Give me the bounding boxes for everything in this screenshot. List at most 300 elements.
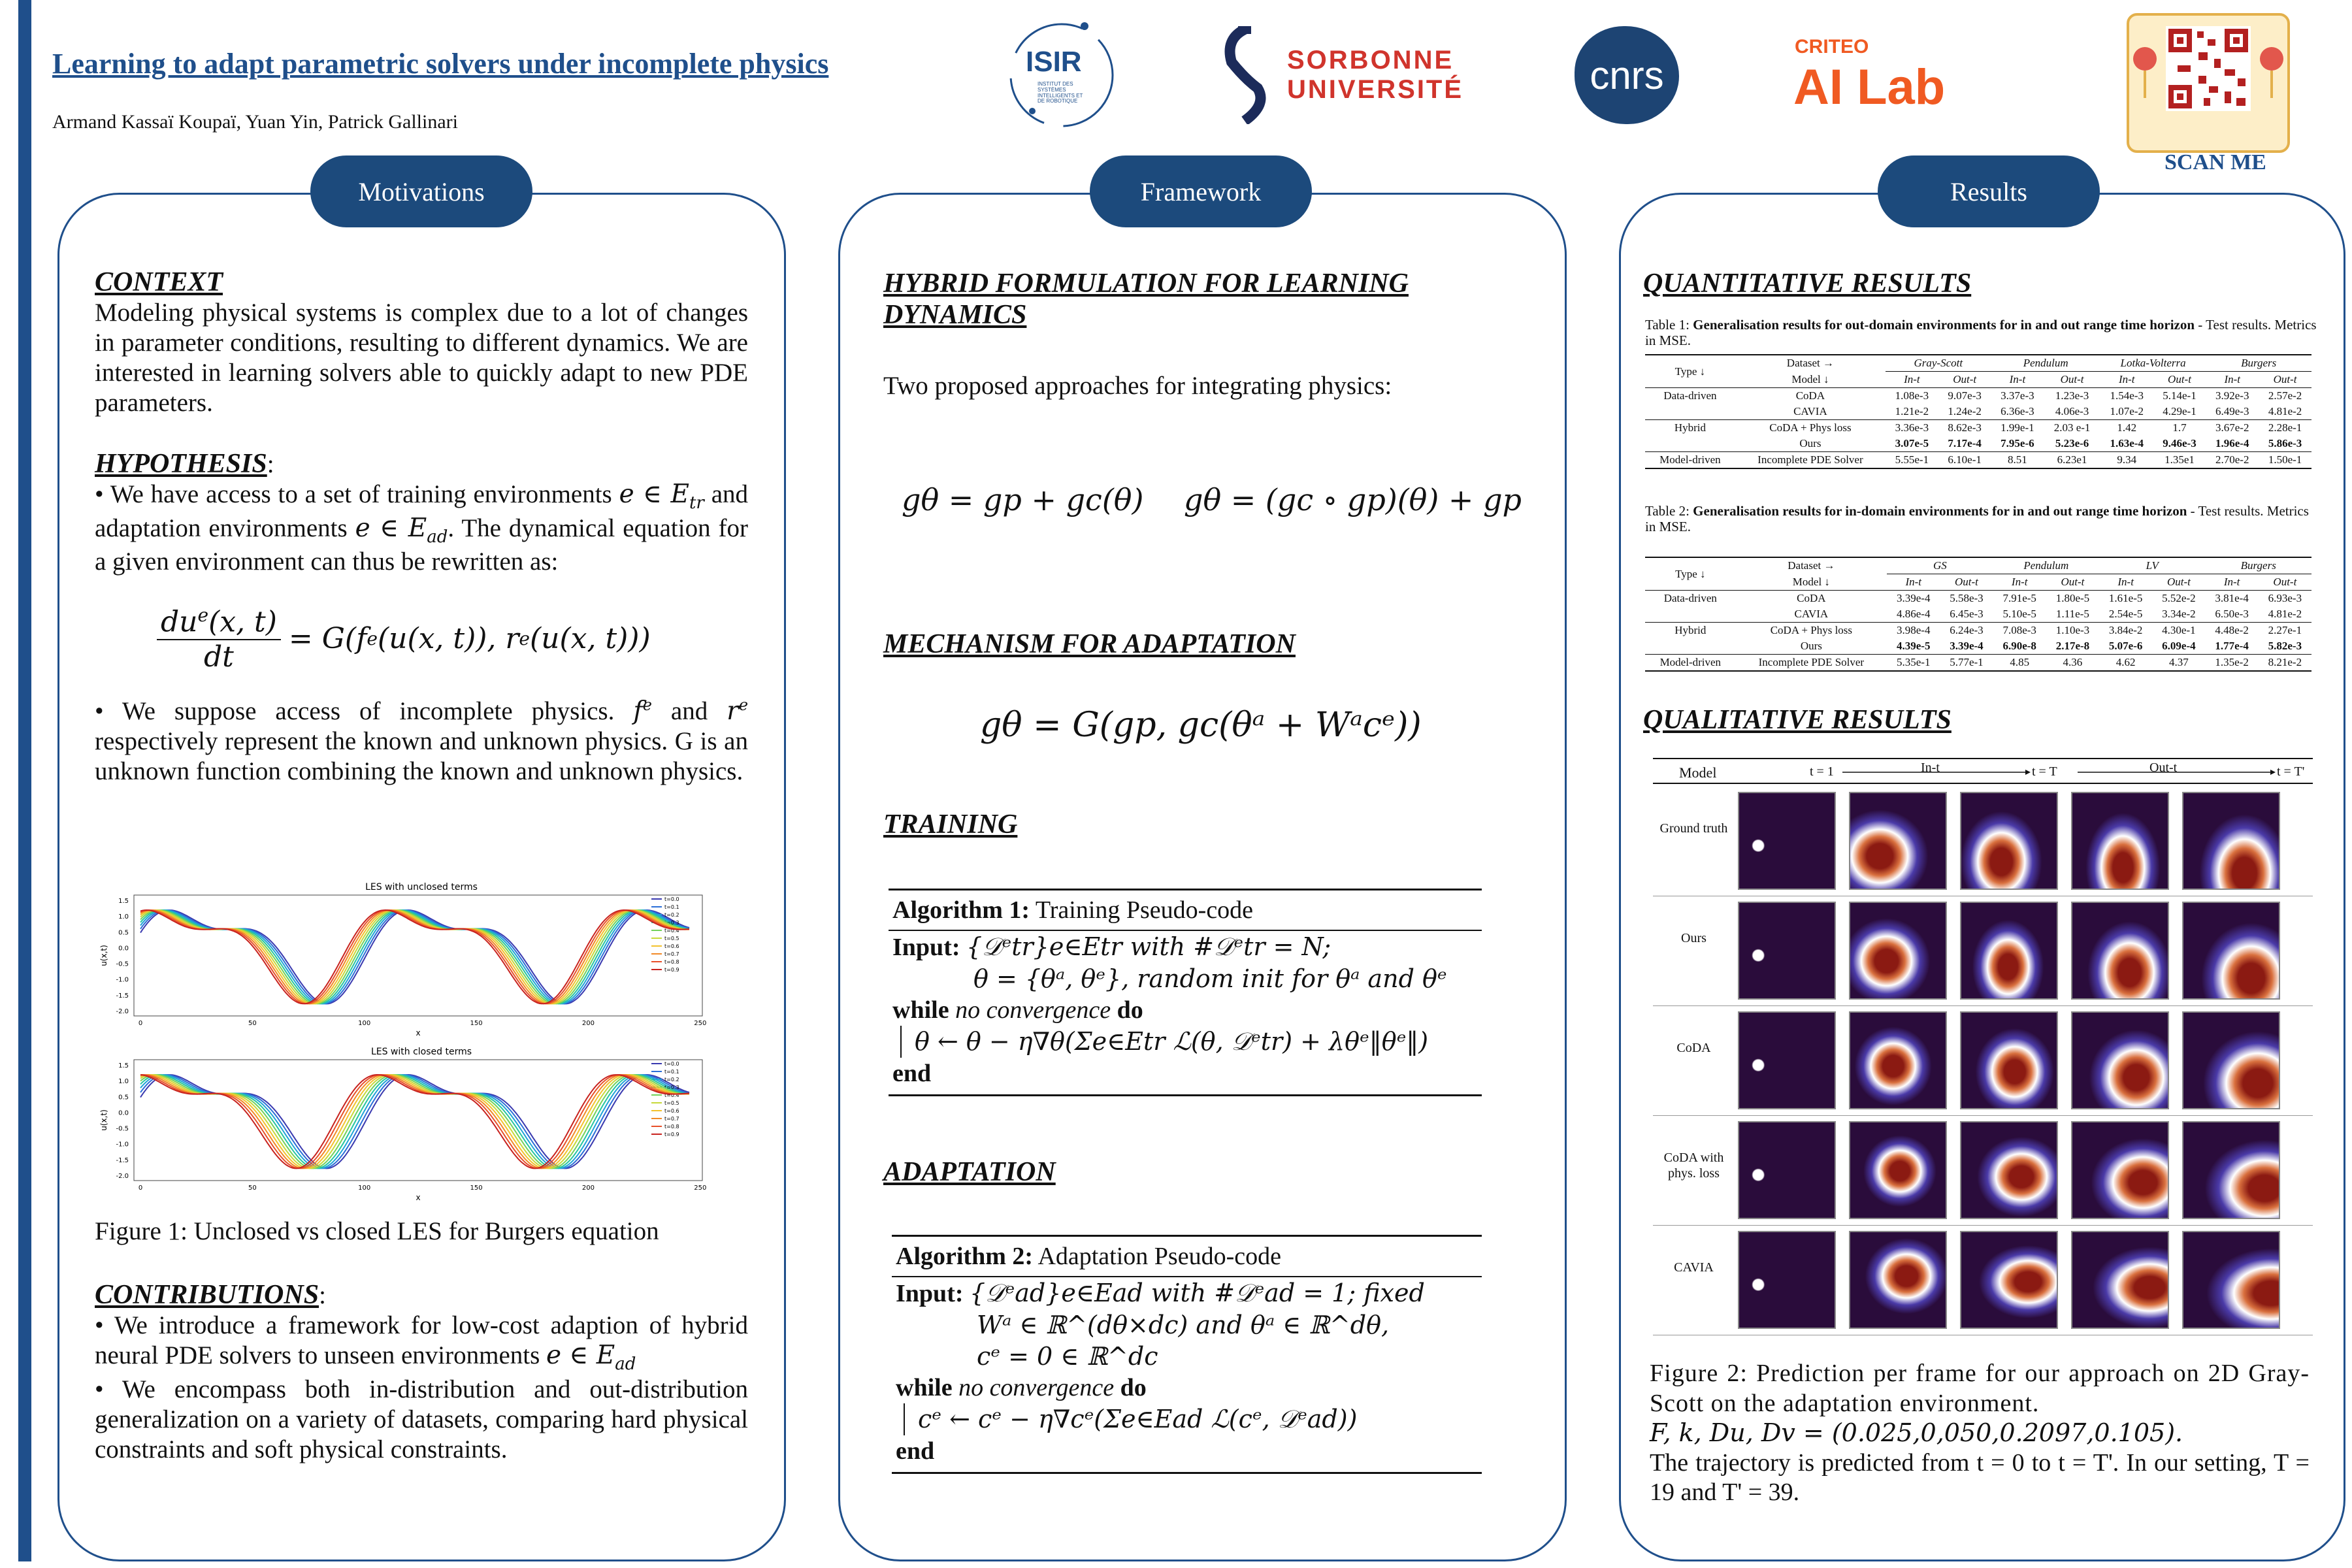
qual-frame-cell bbox=[1738, 792, 1836, 890]
table-1-grid bbox=[1645, 354, 2311, 469]
motivations-content bbox=[95, 267, 748, 787]
th-dataset: Dataset → bbox=[1788, 559, 1835, 572]
row-value: 3.98e-4 bbox=[1896, 624, 1931, 636]
row-model: Ours bbox=[1800, 640, 1822, 652]
row-value: 1.23e-3 bbox=[2055, 389, 2089, 402]
row-value: 2.27e-1 bbox=[2268, 624, 2302, 636]
algo1-while: while bbox=[892, 996, 949, 1024]
row-value: 3.37e-3 bbox=[2001, 389, 2034, 402]
th-dataset-name: LV bbox=[2099, 557, 2205, 574]
row-value: 6.24e-3 bbox=[1950, 624, 1984, 636]
row-value: 4.81e-2 bbox=[2268, 405, 2302, 417]
th-out: Out-t bbox=[1953, 373, 1977, 385]
les-legend-label: t=0.8 bbox=[664, 1124, 679, 1130]
les-legend-label: t=0.7 bbox=[664, 951, 679, 957]
training-heading: TRAINING bbox=[883, 809, 1018, 840]
row-value: 1.07e-2 bbox=[2110, 405, 2144, 417]
hyp-p2a: • We suppose access of incomplete physics. bbox=[95, 696, 615, 725]
les-legend-label: t=0.2 bbox=[664, 912, 679, 918]
row-type: Hybrid bbox=[1674, 624, 1707, 636]
row-value: 6.93e-3 bbox=[2268, 592, 2302, 604]
hyp-p2r: r bbox=[727, 696, 739, 726]
les-xtick: 150 bbox=[470, 1184, 483, 1192]
qual-frame-cell bbox=[2182, 1121, 2280, 1219]
row-value: 1.80e-5 bbox=[2055, 592, 2090, 604]
row-value: 6.23e1 bbox=[2057, 453, 2087, 466]
table-row bbox=[1645, 638, 2311, 655]
hyp-p2r-sup: e bbox=[738, 695, 749, 714]
th-out: Out-t bbox=[1955, 576, 1978, 588]
les-xtick: 250 bbox=[694, 1184, 707, 1192]
row-value: 7.17e-4 bbox=[1948, 437, 1982, 449]
qual-head-tT2: t = T' bbox=[2277, 764, 2305, 779]
row-type: Data-driven bbox=[1663, 389, 1717, 402]
row-value: 7.91e-5 bbox=[2002, 592, 2036, 604]
sorbonne-text-2: UNIVERSITÉ bbox=[1287, 75, 1464, 104]
row-model: CAVIA bbox=[1793, 405, 1827, 417]
qual-frame-cell bbox=[1960, 1121, 2058, 1219]
les-legend-label: t=0.5 bbox=[664, 1100, 679, 1106]
hybrid-paragraph: Two proposed approaches for integrating physics: bbox=[883, 372, 1392, 400]
les-ytick: 1.5 bbox=[118, 1062, 129, 1070]
contrib-p1-math: e ∈ E bbox=[546, 1341, 615, 1371]
table-row bbox=[1645, 606, 2311, 623]
qual-frame-cell bbox=[1849, 1011, 1947, 1109]
qualitative-heading: QUALITATIVE RESULTS bbox=[1643, 705, 1952, 735]
row-value: 5.23e-6 bbox=[2055, 437, 2089, 449]
th-in: In-t bbox=[2011, 576, 2028, 588]
row-value: 1.63e-4 bbox=[2110, 437, 2144, 449]
th-dataset-name: Burgers bbox=[2206, 355, 2311, 372]
table-1-caption bbox=[1645, 317, 2318, 348]
row-value: 9.07e-3 bbox=[1948, 389, 1982, 402]
hyp-p1d-sub: ad bbox=[427, 527, 448, 547]
scan-me-label: SCAN ME bbox=[2164, 150, 2266, 174]
qual-frame-cell bbox=[2071, 792, 2169, 890]
qual-frame-cell bbox=[1960, 1011, 2058, 1109]
row-value: 2.03 e-1 bbox=[2053, 421, 2091, 434]
t1-cap-c: - Test results. Metrics in MSE. bbox=[1645, 317, 2317, 349]
les-xtick: 0 bbox=[138, 1184, 143, 1192]
qual-frame-cell bbox=[1849, 902, 1947, 1000]
row-type: Hybrid bbox=[1674, 421, 1706, 434]
les-legend-label: t=0.0 bbox=[664, 896, 679, 902]
th-dataset-name: Burgers bbox=[2206, 557, 2311, 574]
row-type bbox=[1645, 638, 1736, 655]
qual-head-model: Model bbox=[1679, 764, 1717, 781]
qual-row-label: Ground truth bbox=[1659, 821, 1728, 836]
row-value: 1.10e-3 bbox=[2055, 624, 2090, 636]
th-in: In-t bbox=[2224, 373, 2241, 385]
row-value: 9.46e-3 bbox=[2163, 437, 2197, 449]
contrib-p1-sub: ad bbox=[615, 1354, 636, 1374]
th-out: Out-t bbox=[2060, 373, 2084, 385]
isir-logo bbox=[1006, 20, 1117, 131]
fig2-cap-a: Figure 2: Prediction per frame for our approach on 2D Gray-Scott on the adaptation environment. bbox=[1650, 1360, 2310, 1417]
row-type: Data-driven bbox=[1663, 592, 1717, 604]
algo2-label: Algorithm 2: bbox=[896, 1243, 1034, 1270]
row-value: 5.55e-1 bbox=[1895, 453, 1929, 466]
row-type bbox=[1645, 436, 1735, 452]
algo2-line-5: cᵉ ← cᵉ − η∇cᵉ(Σe∈Ead ℒ(cᵉ, 𝒟ᵉad)) bbox=[904, 1403, 1482, 1435]
hyp-p1e: . The dynamical equation for a given environment can thus be rewritten as: bbox=[95, 514, 748, 576]
les-ytick: -0.5 bbox=[116, 1125, 129, 1133]
cnrs-text: cnrs bbox=[1590, 53, 1664, 97]
fig2-cap-c: The trajectory is predicted from t = 0 to t = T'. In our setting, T = 19 and T' = 39. bbox=[1650, 1448, 2310, 1507]
les-ytick: 1.0 bbox=[118, 913, 129, 921]
row-value: 1.77e-4 bbox=[2215, 640, 2249, 652]
les-xtick: 0 bbox=[138, 1020, 143, 1027]
row-value: 3.07e-5 bbox=[1895, 437, 1929, 449]
hypothesis-heading: HYPOTHESIS bbox=[95, 449, 267, 480]
row-model: CAVIA bbox=[1794, 608, 1829, 620]
row-value: 5.86e-3 bbox=[2268, 437, 2302, 449]
hybrid-heading: HYBRID FORMULATION FOR LEARNING DYNAMICS bbox=[883, 269, 1409, 330]
les-ytick: 0.0 bbox=[118, 945, 129, 953]
hypothesis-para-2 bbox=[95, 696, 748, 787]
row-value: 1.54e-3 bbox=[2110, 389, 2144, 402]
isir-subtitle: INSTITUT DES SYSTÈMES INTELLIGENTS ET DE ROBOTIQUE bbox=[1037, 81, 1083, 105]
les-legend-label: t=0.4 bbox=[664, 928, 679, 934]
th-type: Type ↓ bbox=[1645, 355, 1735, 388]
ailab-text: AI Lab bbox=[1793, 59, 1946, 115]
les-xtick: 100 bbox=[358, 1184, 371, 1192]
row-value: 7.08e-3 bbox=[2002, 624, 2036, 636]
th-in: In-t bbox=[2117, 576, 2134, 588]
row-value: 3.39e-4 bbox=[1896, 592, 1931, 604]
row-model: CoDA bbox=[1797, 592, 1826, 604]
hypothesis-para-1 bbox=[95, 480, 748, 577]
dynamics-equation bbox=[157, 604, 748, 674]
algo1-title: Training Pseudo-code bbox=[1035, 896, 1254, 924]
les-legend-label: t=0.9 bbox=[664, 967, 679, 973]
table-row bbox=[1645, 388, 2311, 404]
th-model: Model ↓ bbox=[1792, 575, 1830, 588]
les-legend-label: t=0.0 bbox=[664, 1061, 679, 1067]
th-out: Out-t bbox=[2273, 373, 2297, 385]
row-type: Model-driven bbox=[1659, 656, 1722, 668]
les-ytick: -1.0 bbox=[116, 1141, 129, 1149]
row-value: 6.50e-3 bbox=[2215, 608, 2249, 620]
row-value: 5.82e-3 bbox=[2268, 640, 2302, 652]
qual-row bbox=[1653, 1117, 2313, 1226]
qual-row-label: CoDA with phys. loss bbox=[1663, 1151, 1724, 1181]
th-in: In-t bbox=[1904, 373, 1920, 385]
t2-cap-b: Generalisation results for in-domain environments for in and out range time horizon bbox=[1693, 503, 2187, 519]
hyp-p1d: e ∈ E bbox=[355, 513, 427, 543]
row-value: 5.58e-3 bbox=[1950, 592, 1984, 604]
row-value: 2.54e-5 bbox=[2108, 608, 2143, 620]
hyp-p2f: f bbox=[633, 696, 643, 726]
row-value: 1.11e-5 bbox=[2056, 608, 2089, 620]
algo1-line-1: {𝒟ᵉtr}e∈Etr with #𝒟ᵉtr = N; bbox=[966, 932, 1331, 961]
row-model: Incomplete PDE Solver bbox=[1758, 656, 1865, 668]
les-xlabel: x bbox=[416, 1028, 421, 1037]
les-legend-label: t=0.7 bbox=[664, 1116, 679, 1122]
row-value: 3.39e-4 bbox=[1950, 640, 1984, 652]
table-2-grid bbox=[1645, 557, 2311, 672]
eq-num2: (x, t) bbox=[208, 605, 277, 639]
les-legend-label: t=0.4 bbox=[664, 1092, 679, 1098]
row-type bbox=[1645, 404, 1735, 420]
th-in: In-t bbox=[2118, 373, 2135, 385]
algo2-cond: no convergence bbox=[958, 1374, 1115, 1401]
figure-2-caption bbox=[1650, 1359, 2310, 1508]
th-in: In-t bbox=[1905, 576, 1921, 588]
row-model: CoDA + Phys loss bbox=[1770, 624, 1853, 636]
les-xtick: 100 bbox=[358, 1020, 371, 1027]
row-value: 4.37 bbox=[2169, 656, 2189, 668]
hypothesis-colon: : bbox=[267, 450, 274, 479]
row-value: 2.70e-2 bbox=[2215, 453, 2249, 466]
row-value: 8.21e-2 bbox=[2268, 656, 2302, 668]
row-value: 3.84e-2 bbox=[2108, 624, 2143, 636]
les-legend-label: t=0.3 bbox=[664, 920, 679, 926]
hyp-p1a: • We have access to a set of training environments bbox=[95, 480, 612, 509]
row-value: 1.42 bbox=[2117, 421, 2137, 434]
sorbonne-logo bbox=[1218, 26, 1480, 124]
les-ylabel: u(x,t) bbox=[99, 1109, 108, 1131]
equation-adaptation: gθ = G(gp, gc(θᵃ + Wᵃcᵉ)) bbox=[980, 706, 1422, 745]
qual-row-label: Ours bbox=[1681, 931, 1707, 945]
qual-head-out: Out-t bbox=[2149, 760, 2178, 775]
row-value: 8.62e-3 bbox=[1948, 421, 1982, 434]
qual-frame-cell bbox=[2071, 1011, 2169, 1109]
les-plot-title: LES with closed terms bbox=[370, 1047, 472, 1057]
les-xtick: 50 bbox=[248, 1184, 257, 1192]
les-ytick: -2.0 bbox=[116, 1173, 129, 1180]
eq-num: du bbox=[161, 605, 198, 639]
les-legend-label: t=0.9 bbox=[664, 1132, 679, 1137]
row-value: 1.35e-2 bbox=[2215, 656, 2249, 668]
row-value: 1.21e-2 bbox=[1895, 405, 1929, 417]
figure-1 bbox=[95, 882, 748, 1209]
th-dataset-name: Pendulum bbox=[1993, 557, 2099, 574]
algo1-end: end bbox=[892, 1060, 932, 1087]
row-value: 5.10e-5 bbox=[2002, 608, 2036, 620]
row-value: 1.08e-3 bbox=[1895, 389, 1929, 402]
framework-pill: Framework bbox=[1090, 155, 1312, 227]
t2-cap-c: - Test results. Metrics in MSE. bbox=[1645, 503, 2309, 535]
algo1-label: Algorithm 1: bbox=[892, 896, 1030, 924]
th-in: In-t bbox=[2223, 576, 2240, 588]
qual-frame-cell bbox=[2071, 1231, 2169, 1329]
row-value: 6.49e-3 bbox=[2215, 405, 2249, 417]
row-model: CoDA bbox=[1795, 389, 1825, 402]
th-type: Type ↓ bbox=[1645, 557, 1736, 591]
hyp-p1b: e ∈ E bbox=[619, 480, 689, 510]
algo1-cond: no convergence bbox=[955, 996, 1111, 1024]
les-ytick: 0.5 bbox=[118, 1094, 129, 1102]
sorbonne-emblem-icon bbox=[1218, 26, 1271, 124]
qr-code-block[interactable] bbox=[2127, 13, 2290, 176]
qual-row bbox=[1653, 788, 2313, 896]
th-model: Model ↓ bbox=[1791, 372, 1829, 385]
row-value: 5.77e-1 bbox=[1950, 656, 1984, 668]
row-value: 3.36e-3 bbox=[1895, 421, 1929, 434]
les-ytick: -1.5 bbox=[116, 1156, 129, 1164]
qual-frame-cell bbox=[2182, 1231, 2280, 1329]
th-dataset-name: Pendulum bbox=[1991, 355, 2100, 372]
th-dataset-name: Gray-Scott bbox=[1886, 355, 1991, 372]
cnrs-logo bbox=[1575, 26, 1679, 124]
table-row bbox=[1645, 623, 2311, 639]
row-value: 1.50e-1 bbox=[2268, 453, 2302, 466]
row-value: 2.28e-1 bbox=[2268, 421, 2302, 434]
poster-title: Learning to adapt parametric solvers under incomplete physics bbox=[52, 48, 829, 80]
les-xlabel: x bbox=[416, 1193, 421, 1202]
row-value: 2.17e-8 bbox=[2055, 640, 2090, 652]
qual-frame-cell bbox=[1738, 1121, 1836, 1219]
eq-rhs3: (u(x, t))) bbox=[530, 622, 651, 656]
les-ytick: -2.0 bbox=[116, 1008, 129, 1015]
row-value: 1.61e-5 bbox=[2108, 592, 2143, 604]
hyp-p2c: respectively represent the known and unknown physics. G is an unknown function combining the known and unknown physics. bbox=[95, 727, 748, 785]
algo2-line-3: cᵉ = 0 ∈ ℝ^dc bbox=[977, 1342, 1158, 1371]
row-value: 6.10e-1 bbox=[1948, 453, 1982, 466]
qual-frame-cell bbox=[1960, 1231, 2058, 1329]
qual-frame-cell bbox=[2182, 1011, 2280, 1109]
poster-authors: Armand Kassaï Koupaï, Yuan Yin, Patrick Gallinari bbox=[52, 111, 458, 133]
hyp-p2b: and bbox=[670, 696, 708, 725]
row-value: 4.81e-2 bbox=[2268, 608, 2302, 620]
les-legend-label: t=0.2 bbox=[664, 1077, 679, 1083]
equation-composed: gθ = (gc ∘ gp)(θ) + gp bbox=[1184, 482, 1522, 517]
les-xtick: 200 bbox=[581, 1184, 595, 1192]
eq-rhs: = G(f bbox=[288, 622, 367, 656]
th-dataset: Dataset → bbox=[1786, 357, 1835, 370]
row-value: 4.29e-1 bbox=[2163, 405, 2197, 417]
qual-head-tT: t = T bbox=[2032, 764, 2057, 779]
algo2-end: end bbox=[896, 1437, 935, 1465]
sorbonne-text-1: SORBONNE bbox=[1287, 46, 1454, 74]
qual-frame-cell bbox=[1849, 792, 1947, 890]
qual-frame-cell bbox=[1960, 792, 2058, 890]
row-value: 4.30e-1 bbox=[2162, 624, 2196, 636]
hyp-p2f-sup: e bbox=[642, 695, 652, 714]
les-ytick: 0.0 bbox=[118, 1109, 129, 1117]
table-row bbox=[1645, 655, 2311, 672]
algo2-title: Adaptation Pseudo-code bbox=[1037, 1243, 1281, 1270]
row-value: 5.07e-6 bbox=[2108, 640, 2143, 652]
hyp-p1b-sub: tr bbox=[689, 493, 704, 513]
row-value: 4.36 bbox=[2063, 656, 2083, 668]
algo1-input-label: Input: bbox=[892, 934, 960, 961]
les-plot-title: LES with unclosed terms bbox=[365, 882, 478, 892]
qual-head-t1: t = 1 bbox=[1810, 764, 1834, 779]
eq-rhs2: (u(x, t)), r bbox=[377, 622, 519, 656]
row-value: 6.90e-8 bbox=[2002, 640, 2036, 652]
qual-frame-cell bbox=[1849, 1121, 1947, 1219]
qual-frame-cell bbox=[1960, 902, 2058, 1000]
row-type bbox=[1645, 606, 1736, 623]
row-value: 4.48e-2 bbox=[2215, 624, 2249, 636]
algo2-line-1: {𝒟ᵉad}e∈Ead with #𝒟ᵉad = 1; fixed bbox=[970, 1279, 1425, 1307]
row-value: 4.85 bbox=[2010, 656, 2030, 668]
isir-text: ISIR bbox=[1026, 46, 1082, 78]
algo2-while: while bbox=[896, 1374, 953, 1401]
algorithm-1 bbox=[889, 889, 1482, 1096]
les-ytick: 1.5 bbox=[118, 898, 129, 905]
algo1-line-2: θ = {θᵃ, θᵉ}, random init for θᵃ and θᵉ bbox=[973, 964, 1447, 993]
th-dataset-name: GS bbox=[1887, 557, 1993, 574]
les-legend-label: t=0.6 bbox=[664, 943, 679, 949]
row-value: 8.51 bbox=[2008, 453, 2027, 466]
th-out: Out-t bbox=[2061, 576, 2085, 588]
row-value: 3.67e-2 bbox=[2215, 421, 2249, 434]
row-value: 4.06e-3 bbox=[2055, 405, 2089, 417]
left-accent-bar bbox=[18, 0, 31, 1561]
row-model: Ours bbox=[1799, 437, 1821, 449]
motivations-pill: Motivations bbox=[310, 155, 532, 227]
algo2-do: do bbox=[1120, 1374, 1147, 1401]
qual-row bbox=[1653, 898, 2313, 1006]
les-plots bbox=[95, 882, 748, 1209]
qual-frame-cell bbox=[1738, 902, 1836, 1000]
th-dataset-name: Lotka-Volterra bbox=[2100, 355, 2206, 372]
criteo-ailab-logo bbox=[1793, 36, 1989, 121]
th-out: Out-t bbox=[2273, 576, 2297, 588]
context-heading: CONTEXT bbox=[95, 267, 223, 297]
les-series-line bbox=[140, 910, 689, 1004]
les-legend-label: t=0.1 bbox=[664, 904, 679, 910]
qualitative-grid bbox=[1653, 758, 2313, 1333]
results-pill: Results bbox=[1878, 155, 2100, 227]
eq-rhs-sup2: e bbox=[519, 628, 530, 650]
figure-1-caption: Figure 1: Unclosed vs closed LES for Burgers equation bbox=[95, 1217, 659, 1245]
quantitative-heading: QUANTITATIVE RESULTS bbox=[1643, 269, 1972, 299]
row-type: Model-driven bbox=[1659, 453, 1721, 466]
row-value: 1.24e-2 bbox=[1948, 405, 1982, 417]
les-legend-label: t=0.3 bbox=[664, 1085, 679, 1090]
contribution-2: • We encompass both in-distribution and out-distribution generalization on a variety of datasets, comparing hard physical constraints and soft physical constraints. bbox=[95, 1375, 748, 1463]
hybrid-heading-wrap bbox=[883, 268, 1524, 331]
contrib-p1: • We introduce a framework for low-cost adaption of hybrid neural PDE solvers to unseen environments bbox=[95, 1311, 748, 1370]
algo2-line-2: Wᵃ ∈ ℝ^(dθ×dc) and θᵃ ∈ ℝ^dθ, bbox=[977, 1311, 1390, 1339]
les-xtick: 200 bbox=[581, 1020, 595, 1027]
les-ytick: -1.0 bbox=[116, 976, 129, 984]
contributions-heading: CONTRIBUTIONS bbox=[95, 1280, 319, 1310]
mechanism-heading: MECHANISM FOR ADAPTATION bbox=[883, 629, 1296, 659]
table-2 bbox=[1645, 557, 2311, 672]
context-paragraph: Modeling physical systems is complex due to a lot of changes in parameter conditions, resulting to different dynamics. We are interested in learning solvers able to quickly adapt to new PDE parameters. bbox=[95, 299, 748, 417]
row-value: 3.81e-4 bbox=[2215, 592, 2249, 604]
table-2-caption bbox=[1645, 503, 2318, 534]
qr-code-icon[interactable] bbox=[2127, 13, 2290, 163]
les-legend-label: t=0.8 bbox=[664, 959, 679, 965]
qual-frame-cell bbox=[1738, 1011, 1836, 1109]
algo1-do: do bbox=[1117, 996, 1143, 1024]
les-ylabel: u(x,t) bbox=[99, 945, 108, 966]
row-value: 3.34e-2 bbox=[2162, 608, 2196, 620]
th-out: Out-t bbox=[2168, 373, 2191, 385]
fig2-cap-b: F, k, Du, Dv = (0.025,0,050,0.2097,0.105). bbox=[1650, 1418, 2183, 1448]
contributions-colon: : bbox=[319, 1281, 326, 1309]
qual-frame-cell bbox=[1849, 1231, 1947, 1329]
t1-cap-a: Table 1: bbox=[1645, 317, 1690, 333]
row-value: 6.09e-4 bbox=[2162, 640, 2196, 652]
row-value: 4.62 bbox=[2115, 656, 2136, 668]
table-row bbox=[1645, 436, 2311, 452]
eq-num-sup: e bbox=[197, 604, 209, 627]
row-value: 6.45e-3 bbox=[1950, 608, 1984, 620]
les-ytick: -0.5 bbox=[116, 960, 129, 968]
les-ytick: 0.5 bbox=[118, 929, 129, 937]
eq-rhs-sup1: e bbox=[367, 628, 378, 650]
algo2-input-label: Input: bbox=[896, 1280, 964, 1307]
qual-timeline-arrows bbox=[1653, 758, 2313, 784]
row-value: 7.95e-6 bbox=[2001, 437, 2034, 449]
